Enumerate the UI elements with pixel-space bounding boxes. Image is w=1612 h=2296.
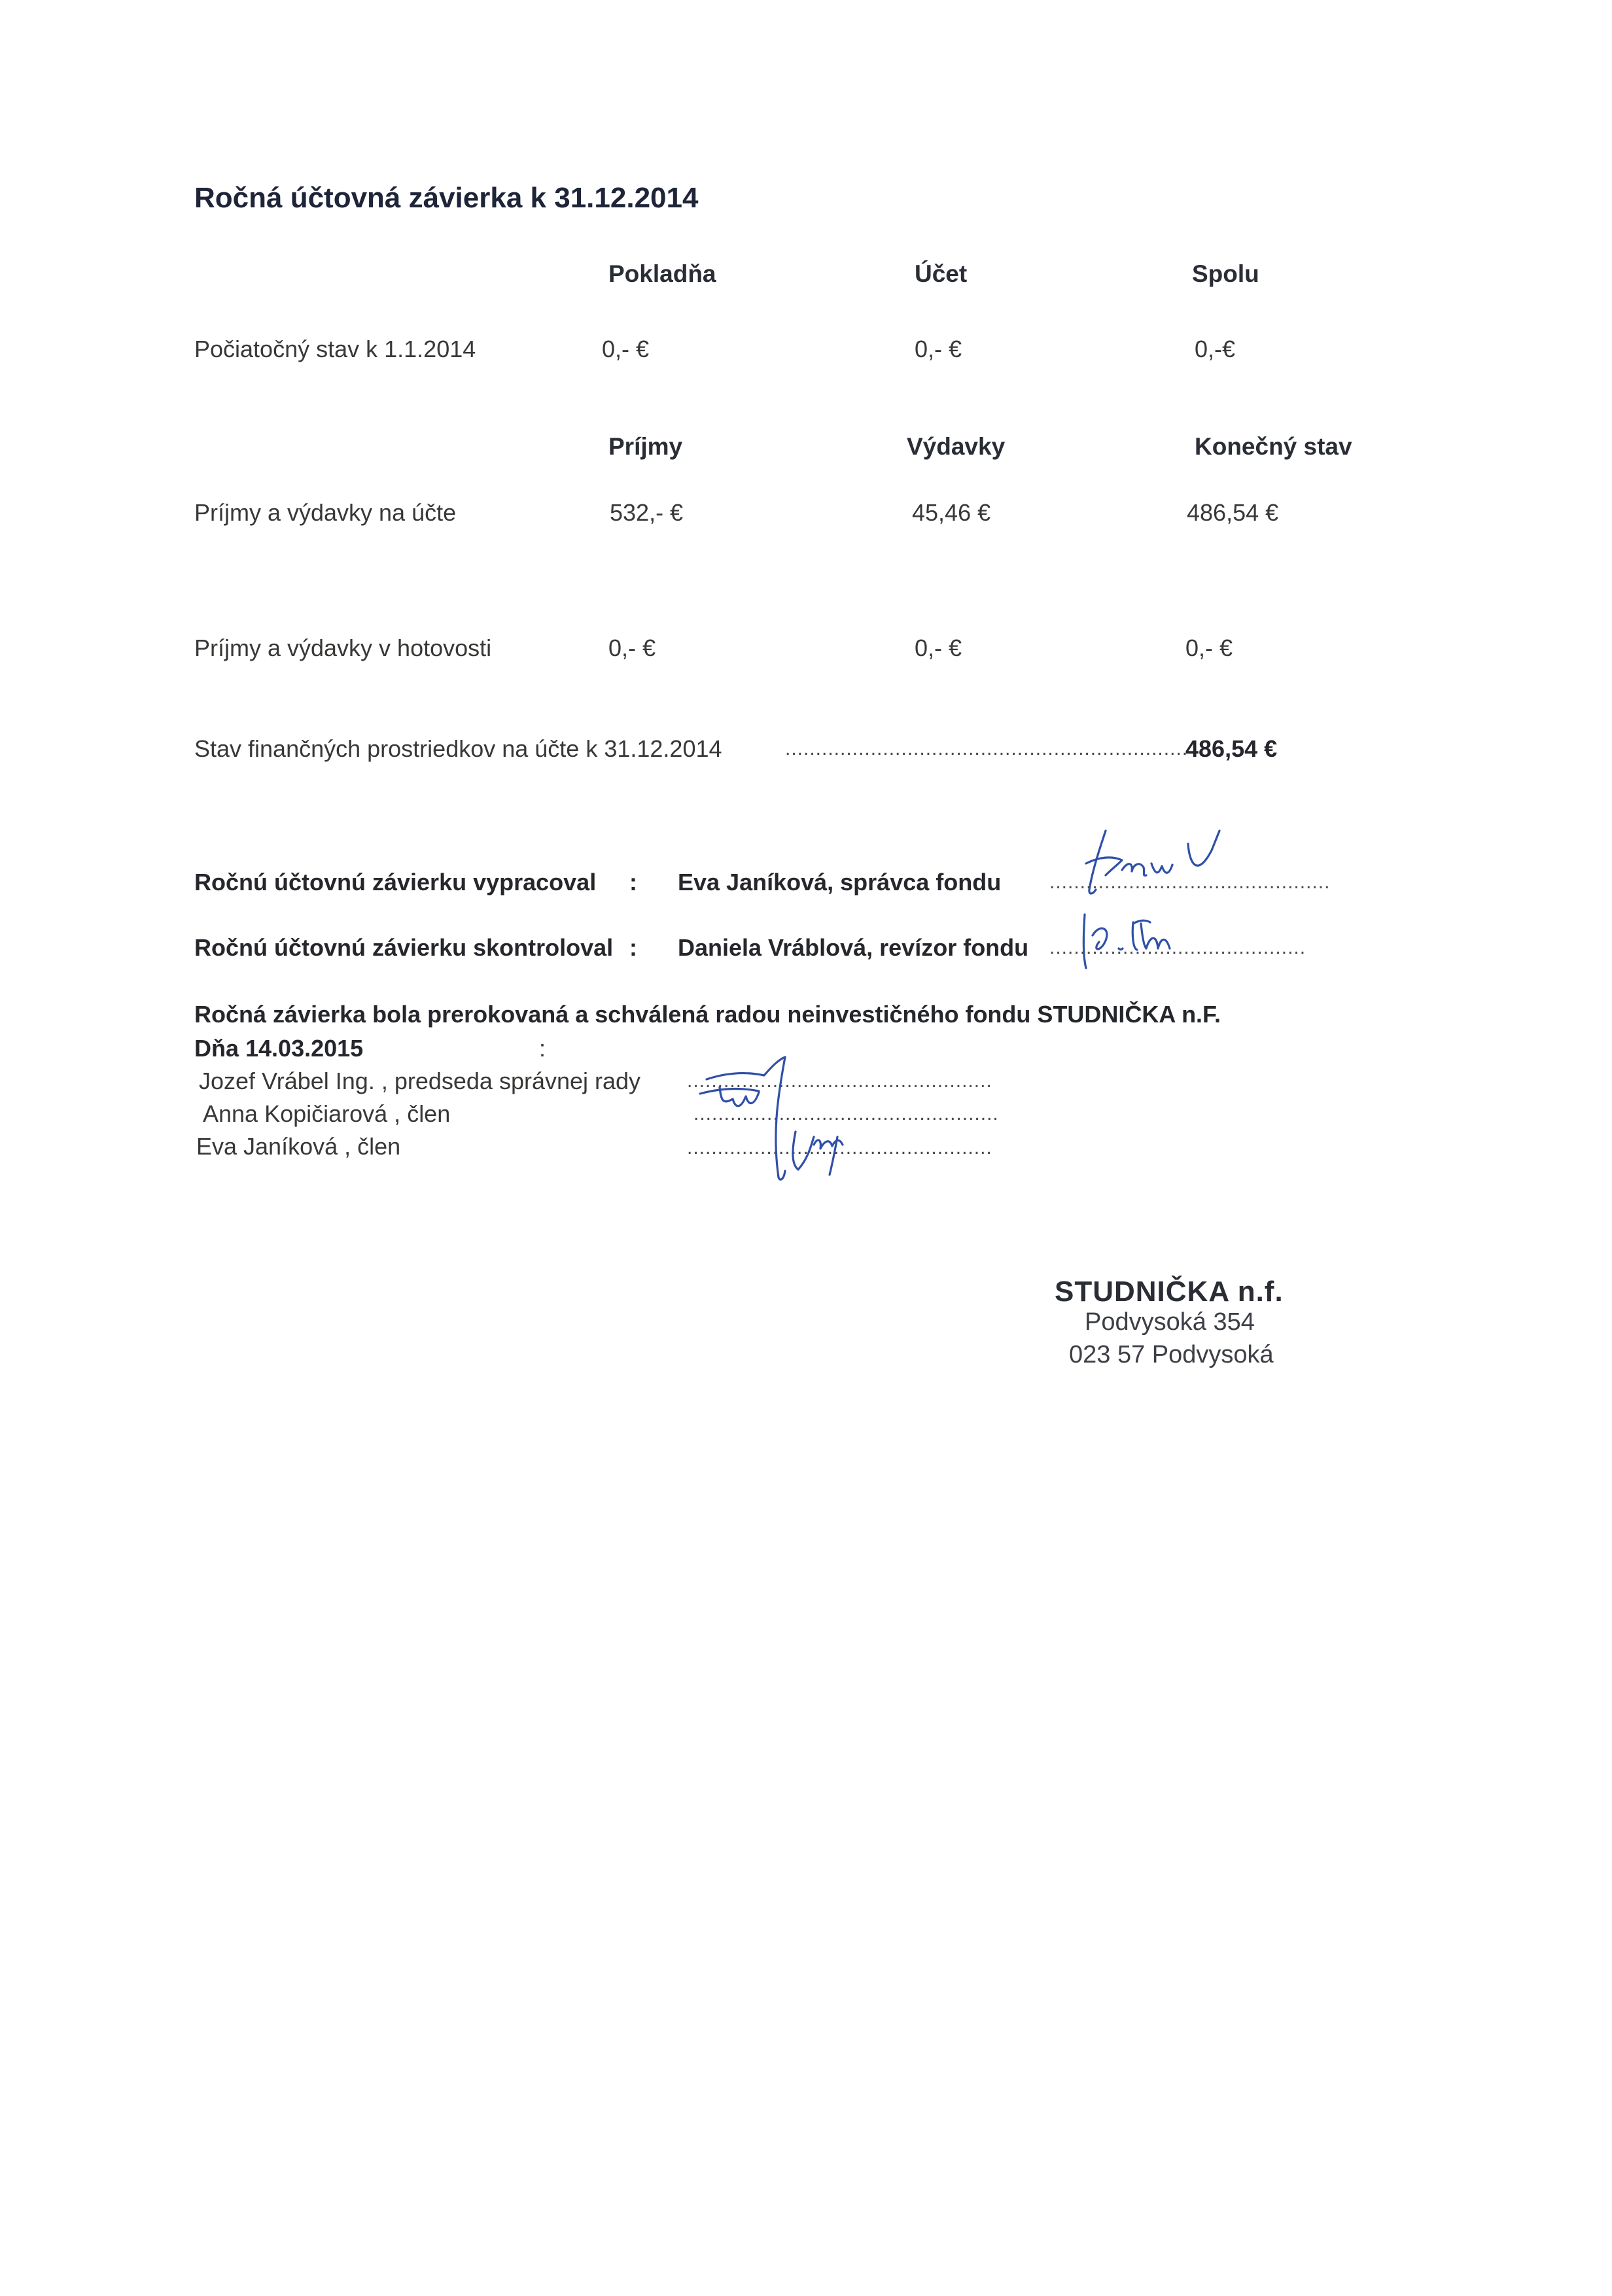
account-income: 532,- € <box>610 499 684 526</box>
balance-label: Stav finančných prostriedkov na účte k 31.12.2014 <box>194 735 722 762</box>
document-title: Ročná účtovná závierka k 31.12.2014 <box>194 182 699 214</box>
column-header-cash: Pokladňa <box>608 260 716 287</box>
board-member-janikova-signature-line: .................................................. <box>687 1137 992 1158</box>
column-header-total: Spolu <box>1192 260 1259 287</box>
prepared-by-colon: : <box>629 869 637 896</box>
stamp-street: Podvysoká 354 <box>1085 1308 1255 1336</box>
prepared-by-signature-line: .............................................. <box>1049 871 1331 893</box>
approval-date-colon: : <box>539 1035 546 1062</box>
approval-statement: Ročná závierka bola prerokovaná a schválená radou neinvestičného fondu STUDNIČKA n.F. <box>194 1001 1221 1028</box>
account-row-label: Príjmy a výdavky na účte <box>194 499 457 526</box>
board-member-chair: Jozef Vrábel Ing. , predseda správnej rady <box>199 1068 641 1094</box>
board-member-janikova: Eva Janíková , člen <box>196 1133 401 1160</box>
checked-by-label: Ročnú účtovnú závierku skontroloval <box>194 934 614 961</box>
account-expenses: 45,46 € <box>912 499 991 526</box>
cash-row-label: Príjmy a výdavky v hotovosti <box>194 635 492 661</box>
board-member-kopiciarova: Anna Kopičiarová , člen <box>203 1100 451 1127</box>
prepared-by-label: Ročnú účtovnú závierku vypracoval <box>194 869 597 896</box>
initial-state-label: Počiatočný stav k 1.1.2014 <box>194 336 476 362</box>
board-member-chair-signature-line: .................................................. <box>687 1070 992 1092</box>
column-header-final-state: Konečný stav <box>1195 433 1352 460</box>
column-header-income: Príjmy <box>608 433 683 460</box>
signature-board-members <box>680 1053 850 1191</box>
column-header-expenses: Výdavky <box>907 433 1006 460</box>
balance-dots: .................................................................. <box>785 738 1189 759</box>
column-header-account: Účet <box>915 260 968 287</box>
approval-date: Dňa 14.03.2015 <box>194 1035 364 1062</box>
checked-by-colon: : <box>629 934 637 961</box>
signature-janikova-prepared <box>1060 824 1256 903</box>
initial-state-account: 0,- € <box>915 336 962 362</box>
prepared-by-person: Eva Janíková, správca fondu <box>678 869 1002 896</box>
initial-state-total: 0,-€ <box>1195 336 1236 362</box>
cash-final-state: 0,- € <box>1185 635 1233 661</box>
stamp-city: 023 57 Podvysoká <box>1069 1341 1274 1368</box>
cash-income: 0,- € <box>608 635 656 661</box>
signature-vrablova-checked <box>1073 909 1230 975</box>
board-member-kopiciarova-signature-line: .................................................. <box>693 1103 999 1124</box>
checked-by-person: Daniela Vráblová, revízor fondu <box>678 934 1029 961</box>
stamp-organization-name: STUDNIČKA n.f. <box>1055 1276 1284 1308</box>
checked-by-signature-line: .......................................... <box>1049 937 1306 958</box>
cash-expenses: 0,- € <box>915 635 962 661</box>
balance-value: 486,54 € <box>1185 735 1278 762</box>
initial-state-cash: 0,- € <box>602 336 650 362</box>
account-final-state: 486,54 € <box>1187 499 1279 526</box>
